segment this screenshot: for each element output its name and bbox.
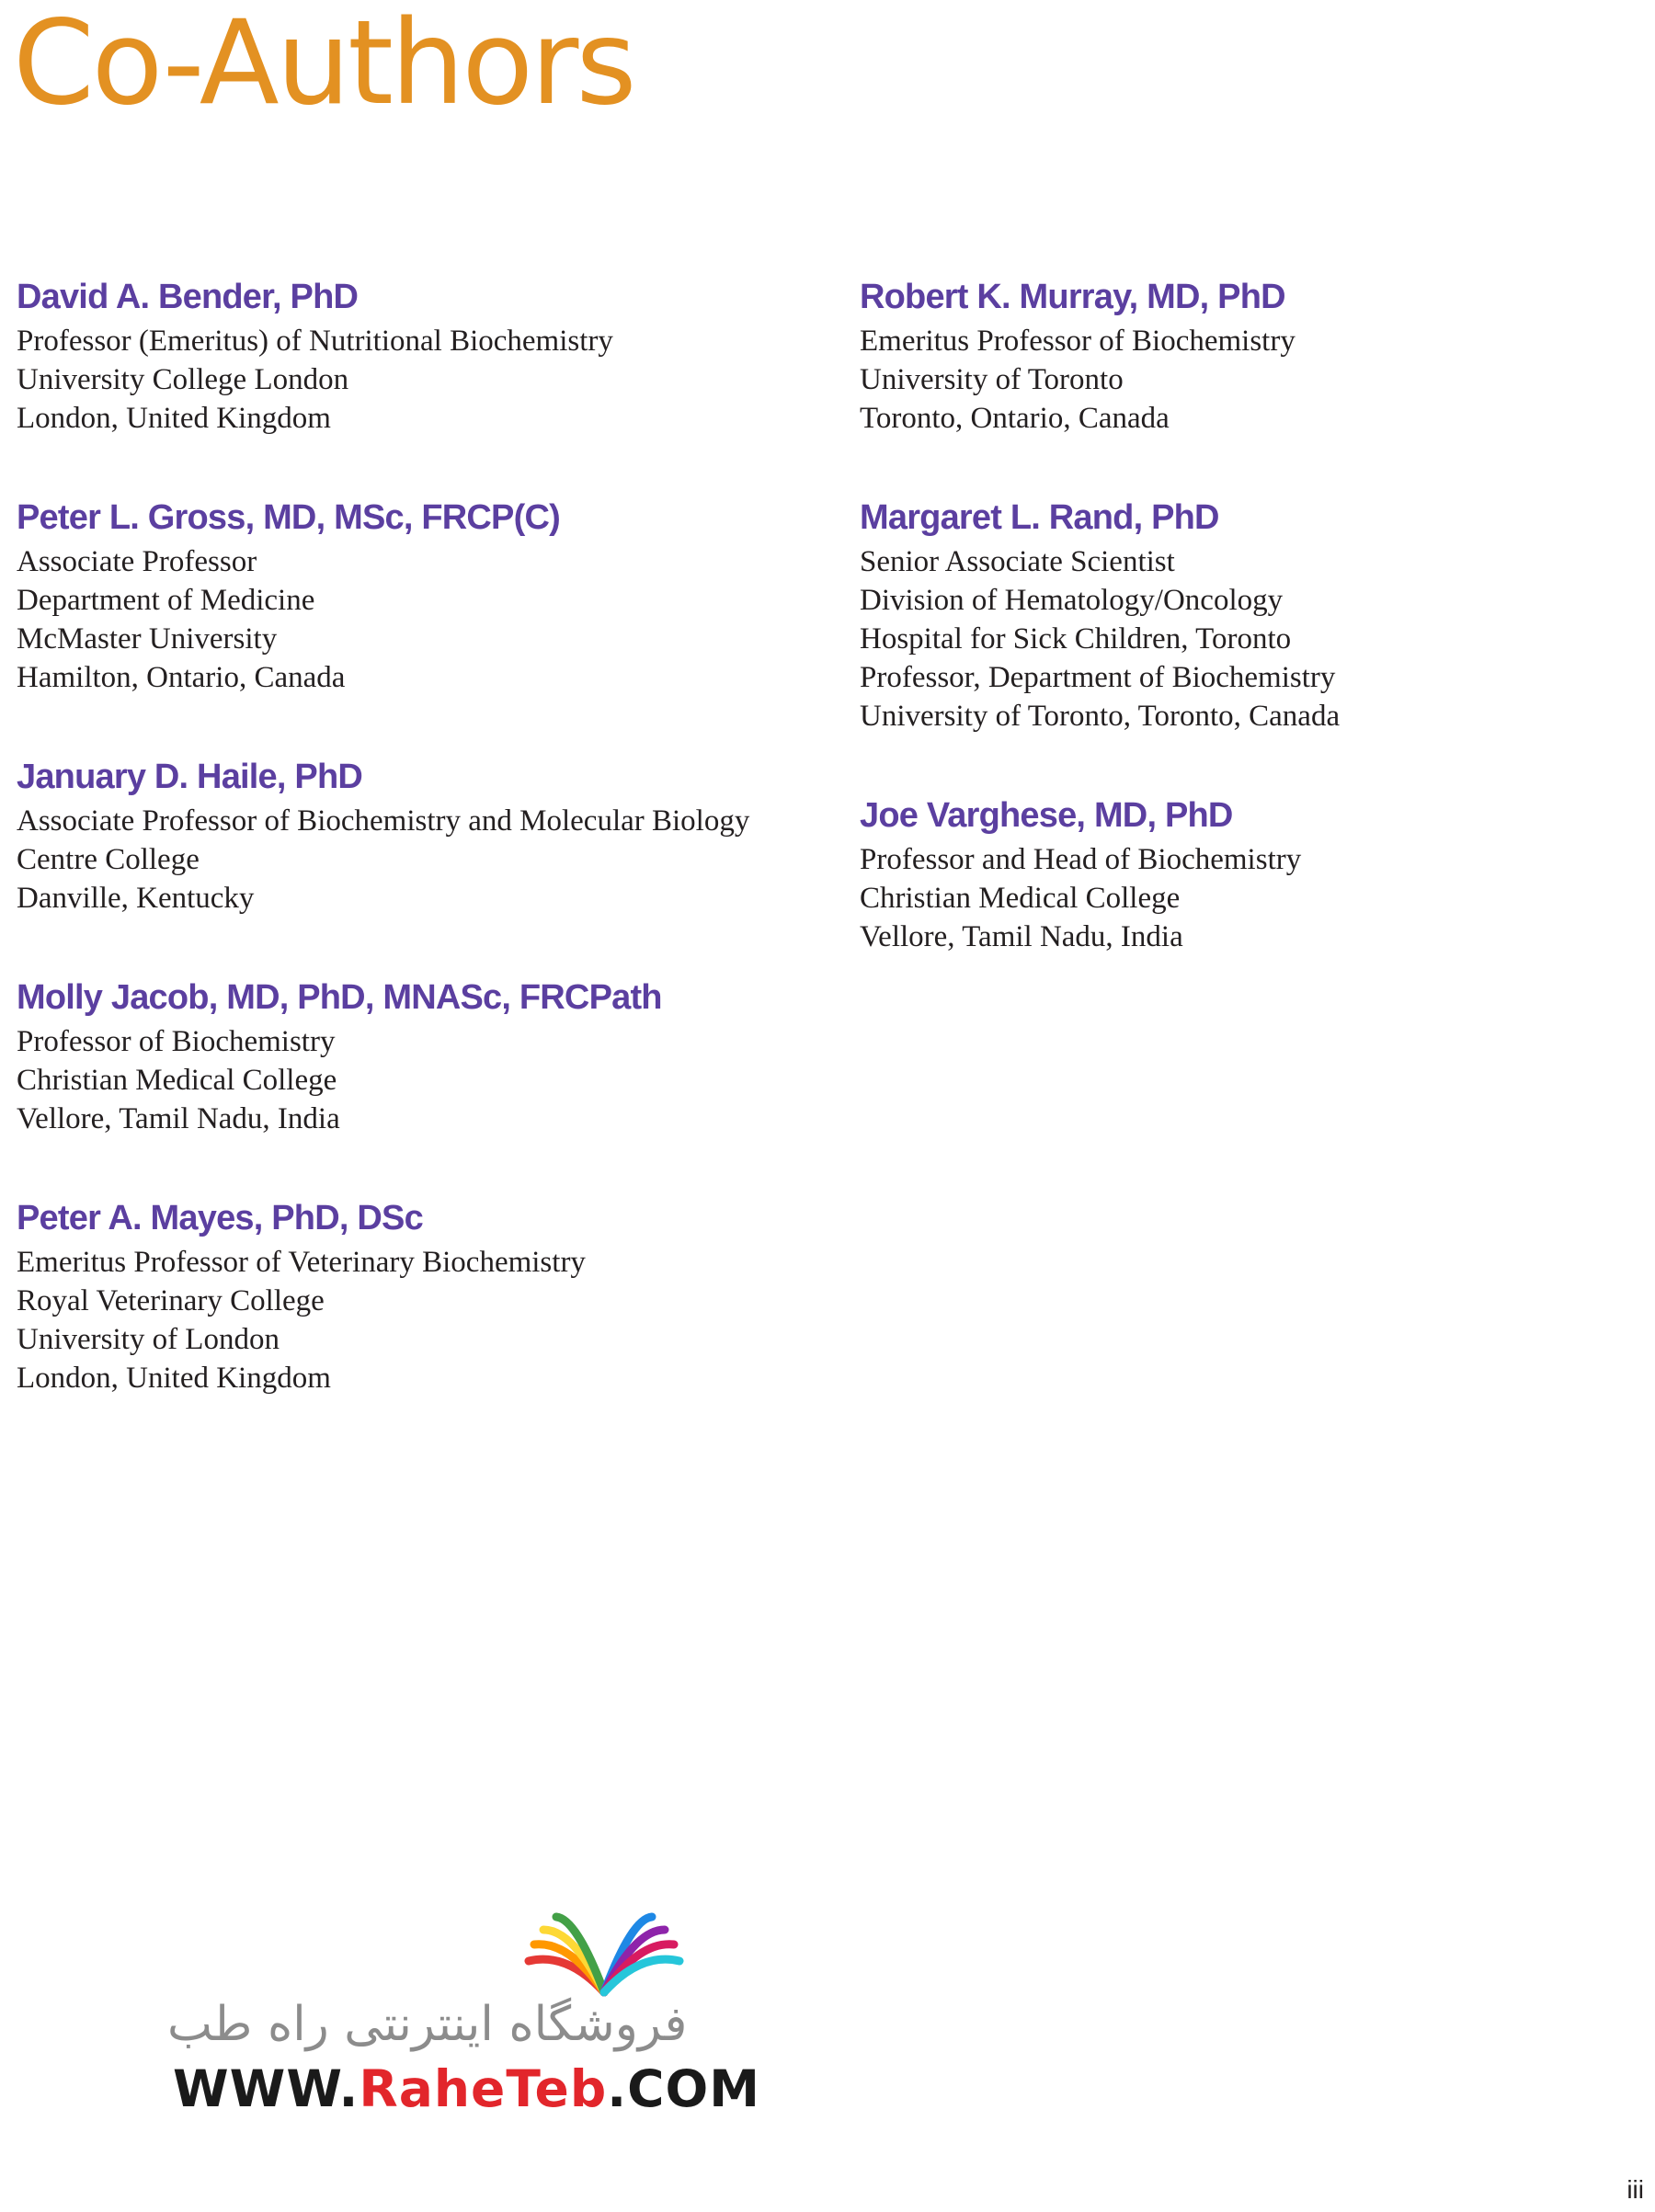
author-affiliation-line: University of London [17,1323,280,1356]
author-entry [17,493,826,697]
open-book-rainbow-icon [512,1908,696,2000]
author-affiliation-line: Senior Associate Scientist [860,545,1175,578]
raheteb-watermark-logo [167,1908,760,2119]
author-affiliation-line: University of Toronto, Toronto, Canada [860,700,1341,733]
author-affiliation-line: Christian Medical College [17,1064,337,1097]
author-affiliation-line: Associate Professor of Biochemistry and Molecular Biology [17,804,750,838]
author-name: Peter L. Gross, MD, MSc, FRCP(C) [17,498,560,537]
author-affiliation-line: Toronto, Ontario, Canada [860,402,1170,435]
author-affiliation-line: Vellore, Tamil Nadu, India [17,1102,340,1135]
author-affiliation-line: Emeritus Professor of Veterinary Biochemistry [17,1246,586,1279]
author-affiliation-line: Professor (Emeritus) of Nutritional Biochemistry [17,325,613,358]
author-entry [17,272,826,438]
author-affiliation-line: Emeritus Professor of Biochemistry [860,325,1295,358]
author-affiliation-line: University College London [17,363,349,396]
author-affiliation-line: Centre College [17,843,200,876]
author-name: Peter A. Mayes, PhD, DSc [17,1199,423,1237]
author-entry [17,752,826,918]
watermark-url-prefix: WWW. [173,2059,360,2118]
author-affiliation-line: Professor of Biochemistry [17,1025,336,1058]
author-entry [860,272,1632,438]
watermark-url-suffix: .COM [607,2059,760,2118]
page-title: Co-Authors [13,0,634,131]
author-affiliation-line: Hamilton, Ontario, Canada [17,661,346,694]
watermark-url [173,2059,760,2118]
author-name: David A. Bender, PhD [17,278,359,316]
author-affiliation-line: McMaster University [17,622,278,656]
author-affiliation-line: Danville, Kentucky [17,882,255,915]
author-entry [17,1193,826,1397]
author-name: Robert K. Murray, MD, PhD [860,278,1285,316]
author-affiliation-line: Christian Medical College [860,882,1181,915]
author-affiliation-line: Royal Veterinary College [17,1284,325,1317]
author-affiliation-line: London, United Kingdom [17,402,331,435]
watermark-persian-text: فروشگاه اینترنتی راه طب [167,1997,688,2052]
author-affiliation-line: Professor, Department of Biochemistry [860,661,1336,694]
author-affiliation-line: Associate Professor [17,545,257,578]
author-name: January D. Haile, PhD [17,758,363,796]
author-affiliation-line: Professor and Head of Biochemistry [860,843,1302,876]
page-number: iii [1626,2175,1644,2204]
watermark-url-brand: RaheTeb [359,2059,608,2118]
author-entry [860,493,1632,735]
author-affiliation-line: Division of Hematology/Oncology [860,584,1284,617]
author-affiliation-line: Hospital for Sick Children, Toronto [860,622,1292,656]
author-entry [17,973,826,1138]
author-affiliation-line: Department of Medicine [17,584,315,617]
author-affiliation-line: University of Toronto [860,363,1124,396]
author-affiliation-line: Vellore, Tamil Nadu, India [860,920,1183,953]
authors-column-left [17,272,826,1453]
authors-column-right [860,272,1632,1011]
author-entry [860,791,1632,956]
author-affiliation-line: London, United Kingdom [17,1362,331,1395]
author-name: Joe Varghese, MD, PhD [860,796,1233,835]
author-name: Molly Jacob, MD, PhD, MNASc, FRCPath [17,978,662,1017]
author-name: Margaret L. Rand, PhD [860,498,1219,537]
